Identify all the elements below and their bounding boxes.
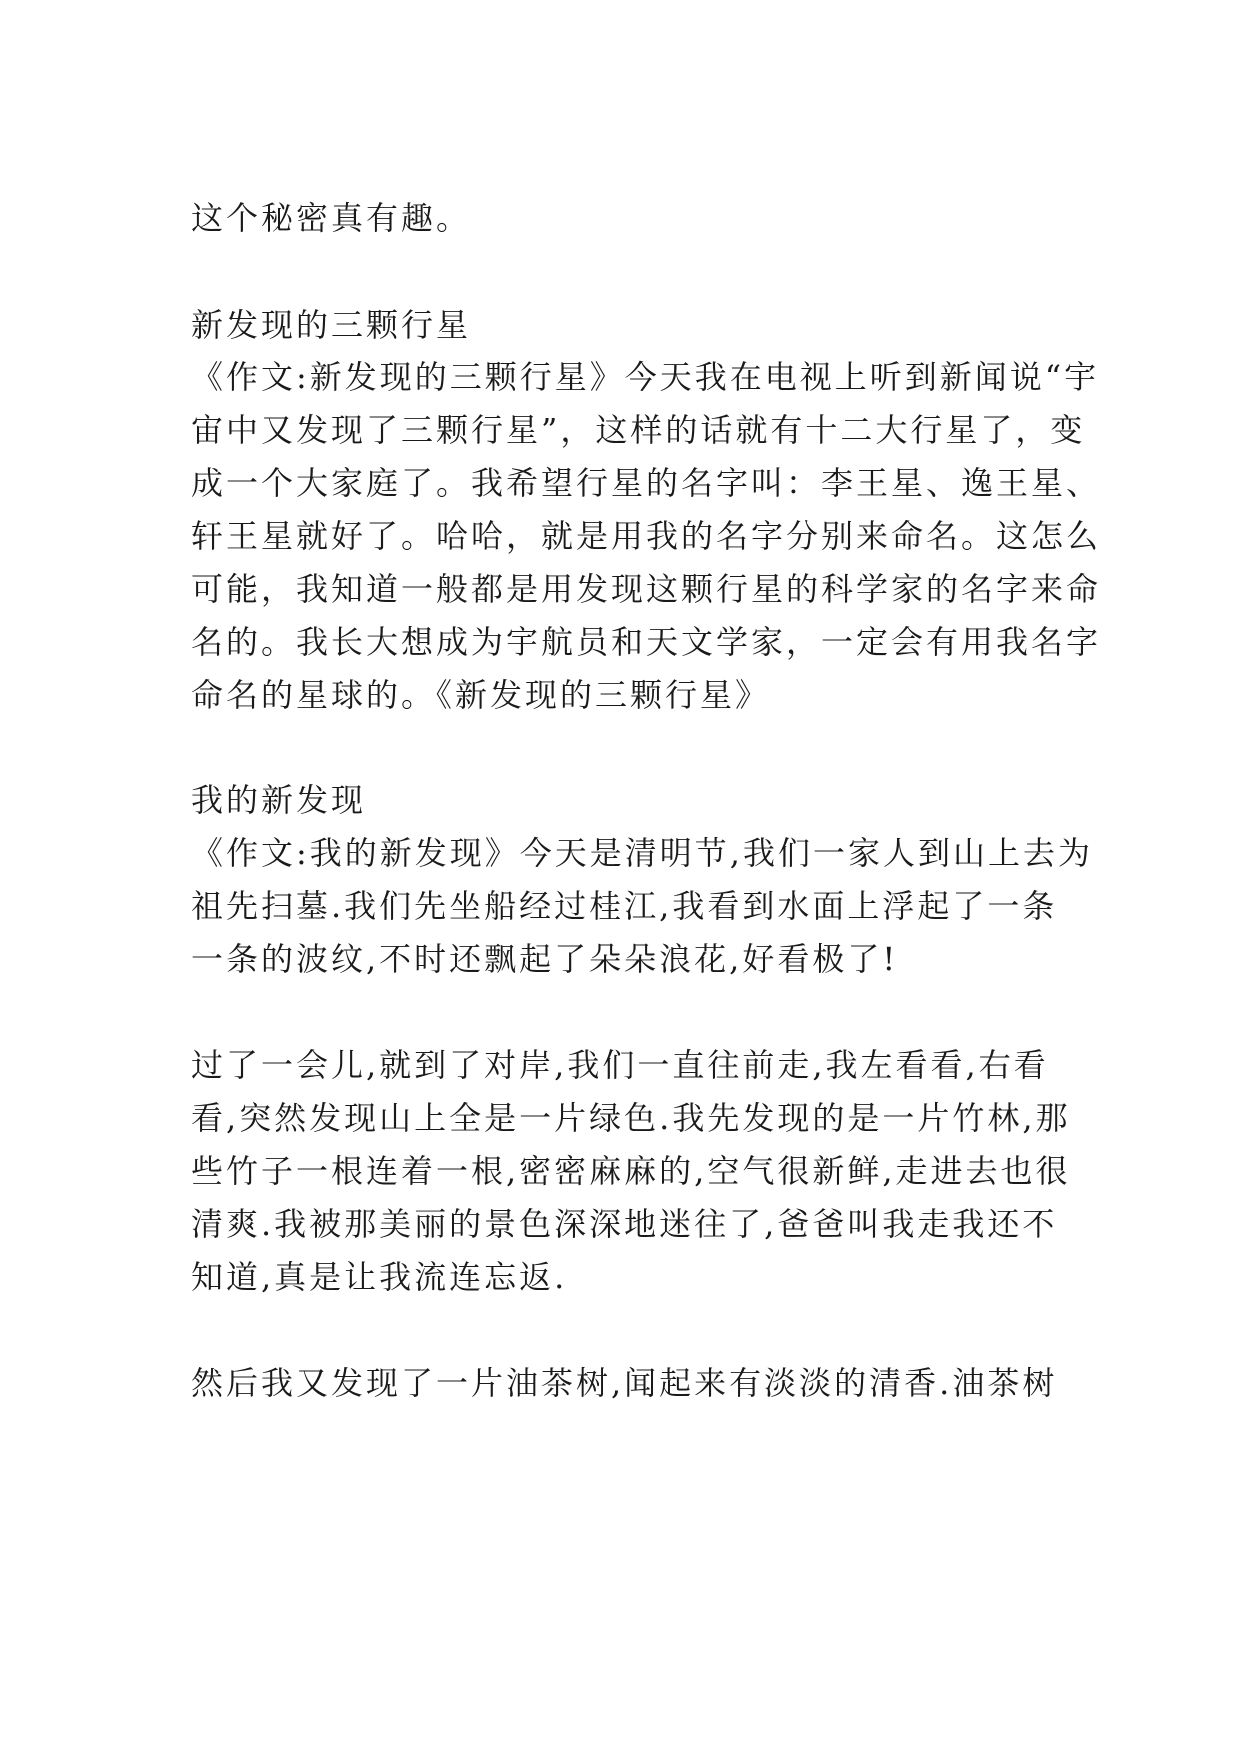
text-line: 轩王星就好了。哈哈，就是用我的名字分别来命名。这怎么 xyxy=(191,517,1102,555)
text-line: 过了一会儿,就到了对岸,我们一直往前走,我左看看,右看 xyxy=(191,1046,1049,1084)
text-line: 《作文:我的新发现》今天是清明节,我们一家人到山上去为 xyxy=(191,834,1093,872)
text-line: 些竹子一根连着一根,密密麻麻的,空气很新鲜,走进去也很 xyxy=(191,1152,1071,1190)
text-line: 一条的波纹,不时还飘起了朵朵浪花,好看极了! xyxy=(191,940,899,978)
text-line: 可能，我知道一般都是用发现这颗行星的科学家的名字来命 xyxy=(191,570,1102,608)
text-line: 看,突然发现山上全是一片绿色.我先发现的是一片竹林,那 xyxy=(191,1099,1071,1137)
text-line: 名的。我长大想成为宇航员和天文学家，一定会有用我名字 xyxy=(191,623,1102,661)
text-line: 知道,真是让我流连忘返. xyxy=(191,1258,568,1296)
text-line: 命名的星球的。《新发现的三颗行星》 xyxy=(191,676,771,714)
text-line: 祖先扫墓.我们先坐船经过桂江,我看到水面上浮起了一条 xyxy=(191,887,1058,925)
text-line: 成一个大家庭了。我希望行星的名字叫：李王星、逸王星、 xyxy=(191,464,1102,502)
text-line: 清爽.我被那美丽的景色深深地迷往了,爸爸叫我走我还不 xyxy=(191,1205,1058,1243)
text-line: 这个秘密真有趣。 xyxy=(191,199,472,237)
essay-title: 我的新发现 xyxy=(191,781,367,819)
essay-title: 新发现的三颗行星 xyxy=(191,306,472,344)
text-line: 《作文:新发现的三颗行星》今天我在电视上听到新闻说“宇 xyxy=(191,358,1100,396)
text-line: 然后我又发现了一片油茶树,闻起来有淡淡的清香.油茶树 xyxy=(191,1364,1058,1402)
text-line: 宙中又发现了三颗行星”，这样的话就有十二大行星了，变 xyxy=(191,411,1086,449)
